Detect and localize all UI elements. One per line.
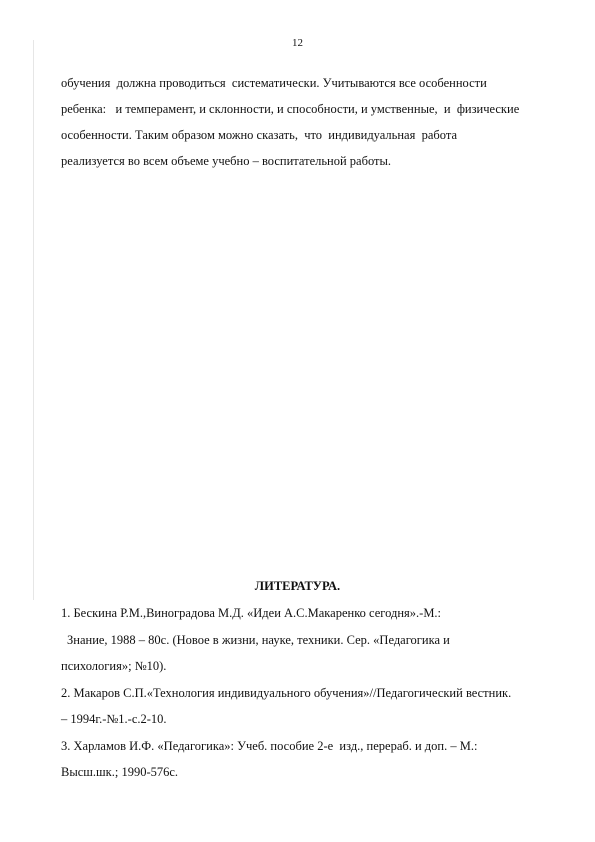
reference-line: Знание, 1988 – 80с. (Новое в жизни, науке, техники. Сер. «Педагогика и: [67, 632, 450, 647]
reference-line: Высш.шк.; 1990-576с.: [61, 765, 179, 779]
body-line: ребенка: и темперамент, и склонности, и способности, и умственные, и физические: [61, 102, 520, 116]
body-line: реализуется во всем объеме учебно – воспитательной работы.: [61, 154, 392, 168]
reference-line: 3. Харламов И.Ф. «Педагогика»: Учеб. пособие 2-е изд., перераб. и доп. – М.:: [61, 738, 478, 753]
body-line: обучения должна проводиться систематически. Учитываются все особенности: [61, 76, 487, 90]
reference-line: психология»; №10).: [61, 659, 167, 673]
references-list: [61, 600, 561, 786]
page-margin-line: [33, 40, 34, 600]
reference-line: 1. Бескина Р.М.,Виноградова М.Д. «Идеи А.С.Макаренко сегодня».-М.:: [61, 606, 442, 620]
reference-line: 2. Макаров С.П.«Технология индивидуального обучения»//Педагогический вестник.: [61, 685, 512, 700]
body-paragraph: [61, 70, 561, 174]
reference-line: – 1994г.-№1.-с.2-10.: [61, 712, 167, 726]
references-heading: ЛИТЕРАТУРА.: [254, 579, 341, 593]
body-line: особенности. Таким образом можно сказать, что индивидуальная работа: [61, 128, 458, 142]
page-number: 12: [292, 37, 303, 49]
